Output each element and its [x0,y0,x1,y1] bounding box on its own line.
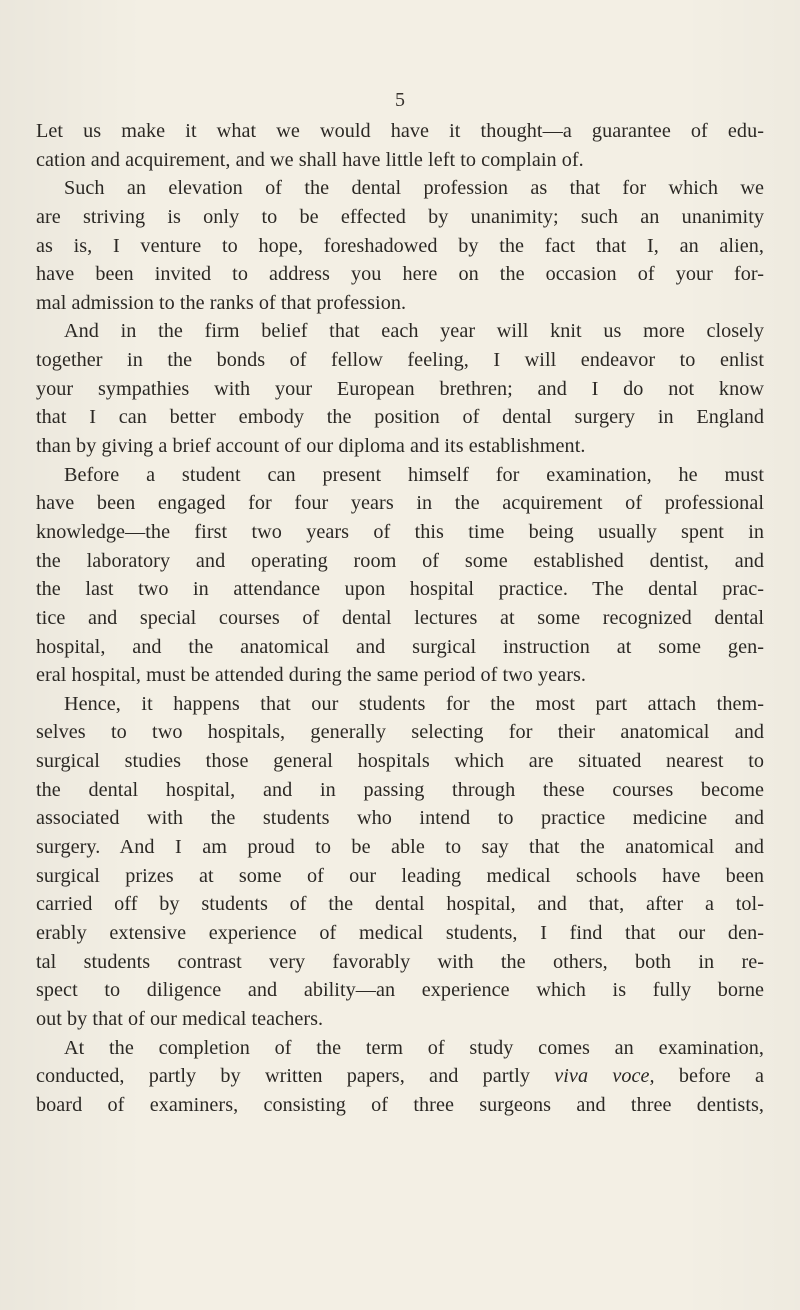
text-line: have been invited to address you here on the occasion of your for- [36,263,764,286]
text-line: surgery. And I am proud to be able to say that the anatomical and [36,836,764,859]
text-line: out by that of our medical teachers. [36,1007,324,1030]
text-line: surgical prizes at some of our leading medical schools have been [36,864,764,887]
text-line: cation and acquirement, and we shall have little left to complain of. [36,148,584,171]
text-line: At the completion of the term of study comes an examination, [64,1036,764,1059]
text-line: surgical studies those general hospitals which are situated nearest to [36,750,764,773]
text-line: associated with the students who intend to practice medicine and [36,807,764,830]
text-line: tice and special courses of dental lectures at some recognized dental [36,606,764,629]
text-line: are striving is only to be effected by unanimity; such an unanimity [36,205,764,228]
text-line: knowledge—the first two years of this time being usually spent in [36,520,764,543]
text-line: selves to two hospitals, generally selecting for their anatomical and [36,721,764,744]
text-line: spect to diligence and ability—an experience which is fully borne [36,979,764,1002]
text-segment: before a [654,1065,764,1088]
text-line [36,1062,764,1091]
text-line: the laboratory and operating room of some established dentist, and [36,549,764,572]
text-line: Such an elevation of the dental profession as that for which we [64,177,764,200]
text-line: hospital, and the anatomical and surgical instruction at some gen- [36,635,764,658]
text-line: as is, I venture to hope, foreshadowed by the fact that I, an alien, [36,234,764,257]
text-line: your sympathies with your European brethren; and I do not know [36,377,764,400]
text-line: And in the firm belief that each year will knit us more closely [64,320,764,343]
text-line: the last two in attendance upon hospital practice. The dental prac- [36,578,764,601]
text-line: board of examiners, consisting of three surgeons and three dentists, [36,1093,764,1116]
text-line: tal students contrast very favorably with the others, both in re- [36,950,764,973]
text-line: Let us make it what we would have it thought—a guarantee of edu- [36,120,764,142]
text-line: than by giving a brief account of our diploma and its establishment. [36,435,586,458]
text-segment: conducted, partly by written papers, and partly [36,1065,555,1088]
text-line: eral hospital, must be attended during the same period of two years. [36,664,586,687]
text-line: have been engaged for four years in the acquirement of professional [36,492,764,515]
text-line: the dental hospital, and in passing through these courses become [36,778,764,801]
body-text [36,117,764,1119]
text-line: together in the bonds of fellow feeling, I will endeavor to enlist [36,349,764,372]
text-line: mal admission to the ranks of that profession. [36,291,407,314]
text-line: that I can better embody the position of dental surgery in England [36,406,764,429]
text-line: Before a student can present himself for examination, he must [64,463,764,486]
text-line: carried off by students of the dental hospital, and that, after a tol- [36,893,764,916]
italic-phrase: viva voce, [554,1065,655,1088]
page-number: 5 [395,89,405,111]
text-line: erably extensive experience of medical students, I find that our den- [36,921,764,944]
text-line: Hence, it happens that our students for the most part attach them- [64,692,764,715]
